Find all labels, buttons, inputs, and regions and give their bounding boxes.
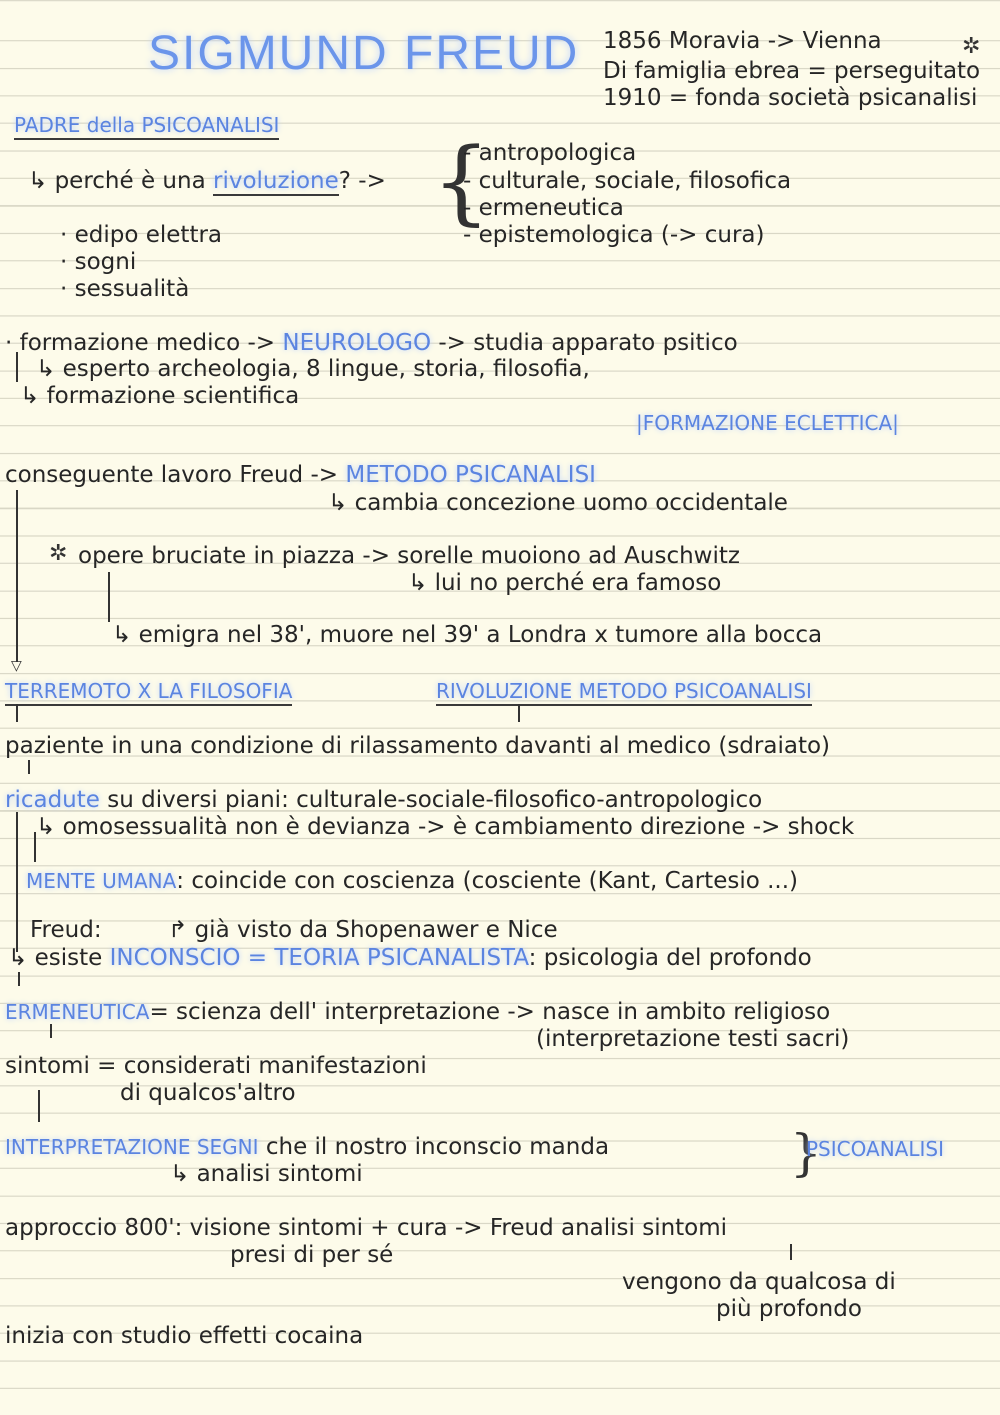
bio-line-2: Di famiglia ebrea = perseguitato — [603, 58, 981, 84]
inconscio-key: INCONSCIO = TEORIA PSICANALISTA — [109, 945, 529, 971]
rivoluzione-item-2: - culturale, sociale, filosofica — [463, 168, 792, 194]
conseguente-text: conseguente lavoro Freud -> — [5, 462, 339, 488]
ermeneutica-testi: (interpretazione testi sacri) — [536, 1026, 850, 1052]
tema-sessualita: · sessualità — [60, 276, 190, 302]
formazione-line-2: ↳ esperto archeologia, 8 lingue, storia, filosofia, — [36, 356, 590, 382]
ricadute-bar — [16, 812, 18, 952]
opere-bar — [108, 572, 110, 622]
freud-gia-visto: ↱ già visto da Shopenawer e Nice — [168, 917, 558, 943]
terremoto-heading: TERREMOTO X LA FILOSOFIA — [5, 678, 292, 706]
brace-icon-2: } — [790, 1124, 822, 1182]
arrow-down-8 — [790, 1244, 792, 1260]
padre-heading: PADRE della PSICOANALISI — [14, 112, 279, 140]
rivoluzione-key: rivoluzione — [213, 168, 339, 194]
arrow-down-1 — [16, 490, 18, 662]
approccio-presi: presi di per sé — [230, 1242, 394, 1268]
tema-sogni: · sogni — [60, 249, 137, 275]
formazione-studia: -> studia apparato psitico — [438, 330, 738, 356]
approccio-line: approccio 800': visione sintomi + cura -> Freud analisi sintomi — [5, 1215, 728, 1241]
formazione-bar — [16, 352, 18, 382]
conseguente-cambia: ↳ cambia concezione uomo occidentale — [328, 490, 788, 516]
ermeneutica-line — [5, 999, 830, 1025]
sintomi-line-1: sintomi = considerati manifestazioni — [5, 1053, 427, 1079]
psicoanalisi-label: PSICOANALISI — [806, 1137, 944, 1161]
rivoluzione-suffix: ? -> — [338, 168, 386, 194]
asterisk-icon: ✲ — [962, 34, 981, 59]
mente-text: : coincide con coscienza (cosciente (Kant, Cartesio ...) — [176, 868, 799, 894]
paziente-line: paziente in una condizione di rilassamento davanti al medico (sdraiato) — [5, 733, 831, 759]
rivoluzione-prefix: ↳ perché è una — [28, 168, 206, 194]
rivoluzione-item-3: - ermeneutica — [463, 195, 624, 221]
approccio-profondo: più profondo — [716, 1296, 862, 1322]
opere-line-1: opere bruciate in piazza -> sorelle muoiono ad Auschwitz — [78, 543, 740, 569]
arrow-head-icon: ▽ — [11, 658, 22, 674]
asterisk-icon-2: ✲ — [49, 541, 68, 566]
bio-line-1: 1856 Moravia -> Vienna — [603, 28, 882, 54]
esiste-text: ↳ esiste — [8, 945, 103, 971]
ricadute-omosessualita: ↳ omosessualità non è devianza -> è cambiamento direzione -> shock — [36, 814, 855, 840]
arrow-down-2 — [16, 704, 18, 722]
rivoluzione-item-1: - antropologica — [463, 140, 637, 166]
freud-label: Freud: — [30, 917, 102, 943]
interpretazione-text: che il nostro inconscio manda — [265, 1134, 610, 1160]
rivoluzione-item-4: - epistemologica (-> cura) — [463, 222, 765, 248]
formazione-line-3: ↳ formazione scientifica — [20, 383, 300, 409]
metodo-key: METODO PSICANALISI — [345, 462, 596, 488]
formazione-eclettica: |FORMAZIONE ECLETTICA| — [636, 411, 899, 435]
formazione-line-1 — [5, 330, 738, 356]
inizia-line: inizia con studio effetti cocaina — [5, 1323, 364, 1349]
page-title: SIGMUND FREUD — [148, 27, 580, 80]
arrow-down-6 — [50, 1024, 52, 1038]
arrow-down-3 — [28, 760, 30, 774]
ermeneutica-key: ERMENEUTICA — [5, 1000, 150, 1024]
analisi-sintomi: ↳ analisi sintomi — [170, 1161, 363, 1187]
neurologo-key: NEUROLOGO — [282, 330, 432, 356]
arrow-up-1 — [518, 704, 520, 722]
interpretazione-line — [5, 1134, 609, 1160]
mente-key: MENTE UMANA — [26, 869, 177, 893]
formazione-medico: · formazione medico -> — [5, 330, 276, 356]
mente-line — [26, 868, 798, 894]
inconscio-line — [8, 945, 812, 971]
brace-icon: { — [432, 128, 491, 235]
profondo-text: : psicologia del profondo — [528, 945, 812, 971]
conseguente-line — [5, 462, 596, 488]
bio-line-3: 1910 = fonda società psicanalisi — [603, 85, 978, 111]
arrow-down-7 — [38, 1090, 40, 1122]
approccio-vengono: vengono da qualcosa di — [622, 1269, 896, 1295]
interpretazione-key: INTERPRETAZIONE SEGNI — [5, 1135, 259, 1159]
arrow-down-4 — [34, 832, 36, 862]
rivoluzione-metodo-heading: RIVOLUZIONE METODO PSICOANALISI — [436, 678, 812, 706]
tema-edipo: · edipo elettra — [60, 222, 223, 248]
opere-line-3: ↳ emigra nel 38', muore nel 39' a Londra x tumore alla bocca — [112, 622, 823, 648]
sintomi-line-2: di qualcos'altro — [120, 1080, 296, 1106]
opere-line-2: ↳ lui no perché era famoso — [408, 570, 722, 596]
ermeneutica-text: = scienza dell' interpretazione -> nasce in ambito religioso — [149, 999, 831, 1025]
arrow-down-5 — [18, 972, 20, 986]
ricadute-text: su diversi piani: culturale-sociale-filosofico-antropologico — [107, 787, 763, 813]
ricadute-key: ricadute — [5, 787, 100, 813]
ricadute-line — [5, 787, 762, 813]
rivoluzione-question — [28, 168, 386, 194]
